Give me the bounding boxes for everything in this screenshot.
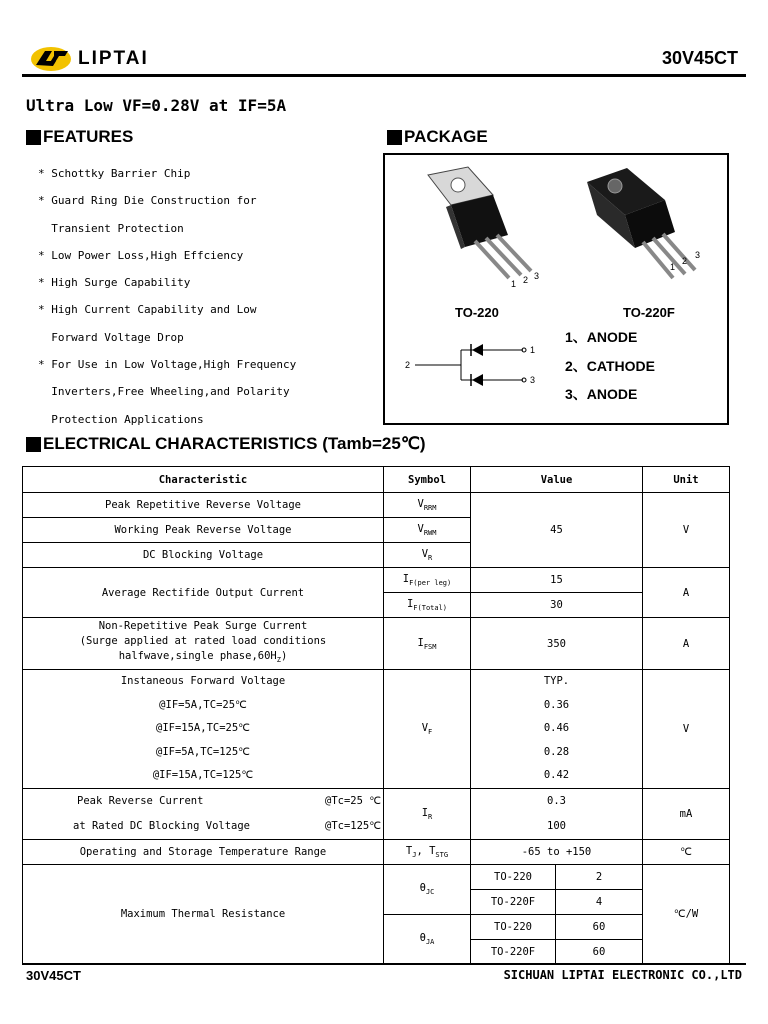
header-unit: Unit [643,467,730,493]
unit-surge: A [643,618,730,670]
to220f-package-icon [575,160,710,285]
package-heading [387,127,488,147]
unit-temp: ℃ [643,839,730,864]
brand [30,44,149,74]
table-row [23,864,730,889]
unit-current: A [643,568,730,618]
char-ir: Peak Reverse Current @Tc=25 ℃ at Rated DC Blocking Voltage @Tc=125℃ [23,788,384,839]
to220-package-icon [413,165,543,290]
feature-item: Transient Protection [38,221,184,235]
header-symbol: Symbol [384,467,471,493]
footer-divider [22,963,746,965]
pin-item-2: 2、CATHODE [565,357,655,374]
char-surge: Non-Repetitive Peak Surge Current (Surge applied at rated load conditions halfwave,single $phase,60H_Z$) [23,618,384,670]
symbol-vrwm: $V_{RWM}$ [384,518,471,543]
pin-item-3: 3、ANODE [565,386,638,402]
brand-name: LIPTAI [78,48,149,69]
pin-number: 1 [530,345,536,355]
diode-schematic-icon [403,340,553,390]
symbol-theta-ja: $\theta_{JA}$ [384,914,471,964]
value-if-leg: 15 [471,568,643,593]
package-box [383,153,729,425]
subtitle: Ultra Low VF=0.28V at IF=5A [26,96,287,115]
pin-number: 3 [695,250,701,260]
pin-number: 3 [534,271,540,281]
thermal-cell: TO-220F 4 [471,889,643,914]
unit-voltage: V [643,493,730,568]
feature-item: * High Current Capability and Low [38,303,257,317]
part-number: 30V45CT [661,48,738,68]
features-heading [26,127,133,147]
pin-number: 2 [405,360,411,370]
features-list [38,160,296,433]
char-vf: Instaneous Forward Voltage @IF=5A,TC=25℃ @IF=15A,TC=25℃ @IF=5A,TC=125℃ @IF=15A,TC=125℃ [23,670,384,789]
value-vf: TYP. 0.36 0.46 0.28 0.42 [471,670,643,789]
value-voltage: 45 [471,493,643,568]
symbol-if-leg: $I_{F(per leg)}$ [384,568,471,593]
value-temp: -65 to +150 [471,839,643,864]
pin-number: 1 [511,279,517,289]
pin-list [565,323,655,409]
feature-item: Forward Voltage Drop [38,330,184,344]
table-row [23,568,730,593]
symbol-tj-tstg: $T_J$, $T_{STG}$ [384,839,471,864]
header-divider [22,74,746,77]
electrical-heading [26,434,426,454]
features-title: FEATURES [43,127,134,146]
header-value: Value [471,467,643,493]
thermal-cell: TO-220 60 [471,914,643,939]
package-label-to220f: TO-220F [623,305,675,320]
liptai-logo-icon [30,45,72,73]
thermal-cell: TO-220 2 [471,864,643,889]
unit-thermal: ℃/W [643,864,730,964]
feature-item: * Schottky Barrier Chip [38,167,191,180]
symbol-ir: $I_R$ [384,788,471,839]
feature-item: * High Surge Capability [38,276,191,290]
table-header-row [23,467,730,493]
square-bullet-icon [26,130,41,145]
footer-part-number: 30V45CT [26,968,81,983]
table-row [23,618,730,670]
feature-item: Protection Applications [38,412,204,426]
symbol-vr: $V_R$ [384,543,471,568]
pin-number: 3 [530,375,536,385]
table-row [23,493,730,518]
pin-item-1: 1、ANODE [565,329,638,345]
char-avg-current: Average Rectifide Output Current [23,568,384,618]
pin-number: 2 [523,275,529,285]
value-surge: 350 [471,618,643,670]
char-thermal: Maximum Thermal Resistance [23,864,384,964]
value-ir: 0.3 100 [471,788,643,839]
symbol-theta-jc: $\theta_{JC}$ [384,864,471,914]
package-label-to220: TO-220 [455,305,499,320]
table-row [23,788,730,839]
unit-ir: mA [643,788,730,839]
symbol-ifsm: $I_{FSM}$ [384,618,471,670]
square-bullet-icon [26,437,41,452]
table-row [23,670,730,789]
feature-item: Inverters,Free Wheeling,and Polarity [38,385,290,399]
char-temp: Operating and Storage Temperature Range [23,839,384,864]
unit-vf: V [643,670,730,789]
symbol-vrrm: $V_{RRM}$ [384,493,471,518]
char-vrwm: Working Peak Reverse Voltage [23,518,384,543]
feature-item: * Low Power Loss,High Effciency [38,248,244,262]
electrical-title: ELECTRICAL CHARACTERISTICS (Tamb=25℃) [43,434,426,453]
feature-item: * Guard Ring Die Construction for [38,194,257,208]
char-vr: DC Blocking Voltage [23,543,384,568]
symbol-if-total: $I_{F(Total)}$ [384,593,471,618]
thermal-cell: TO-220F 60 [471,939,643,964]
footer-company: SICHUAN LIPTAI ELECTRONIC CO.,LTD [503,968,742,982]
feature-item: * For Use in Low Voltage,High Frequency [38,358,297,372]
char-vrrm: Peak Repetitive Reverse Voltage [23,493,384,518]
electrical-table [22,466,730,965]
header-characteristic: Characteristic [23,467,384,493]
pin-number: 2 [682,256,688,266]
symbol-vf: $V_F$ [384,670,471,789]
square-bullet-icon [387,130,402,145]
package-title: PACKAGE [404,127,488,146]
table-row [23,839,730,864]
value-if-total: 30 [471,593,643,618]
pin-number: 1 [670,262,676,272]
